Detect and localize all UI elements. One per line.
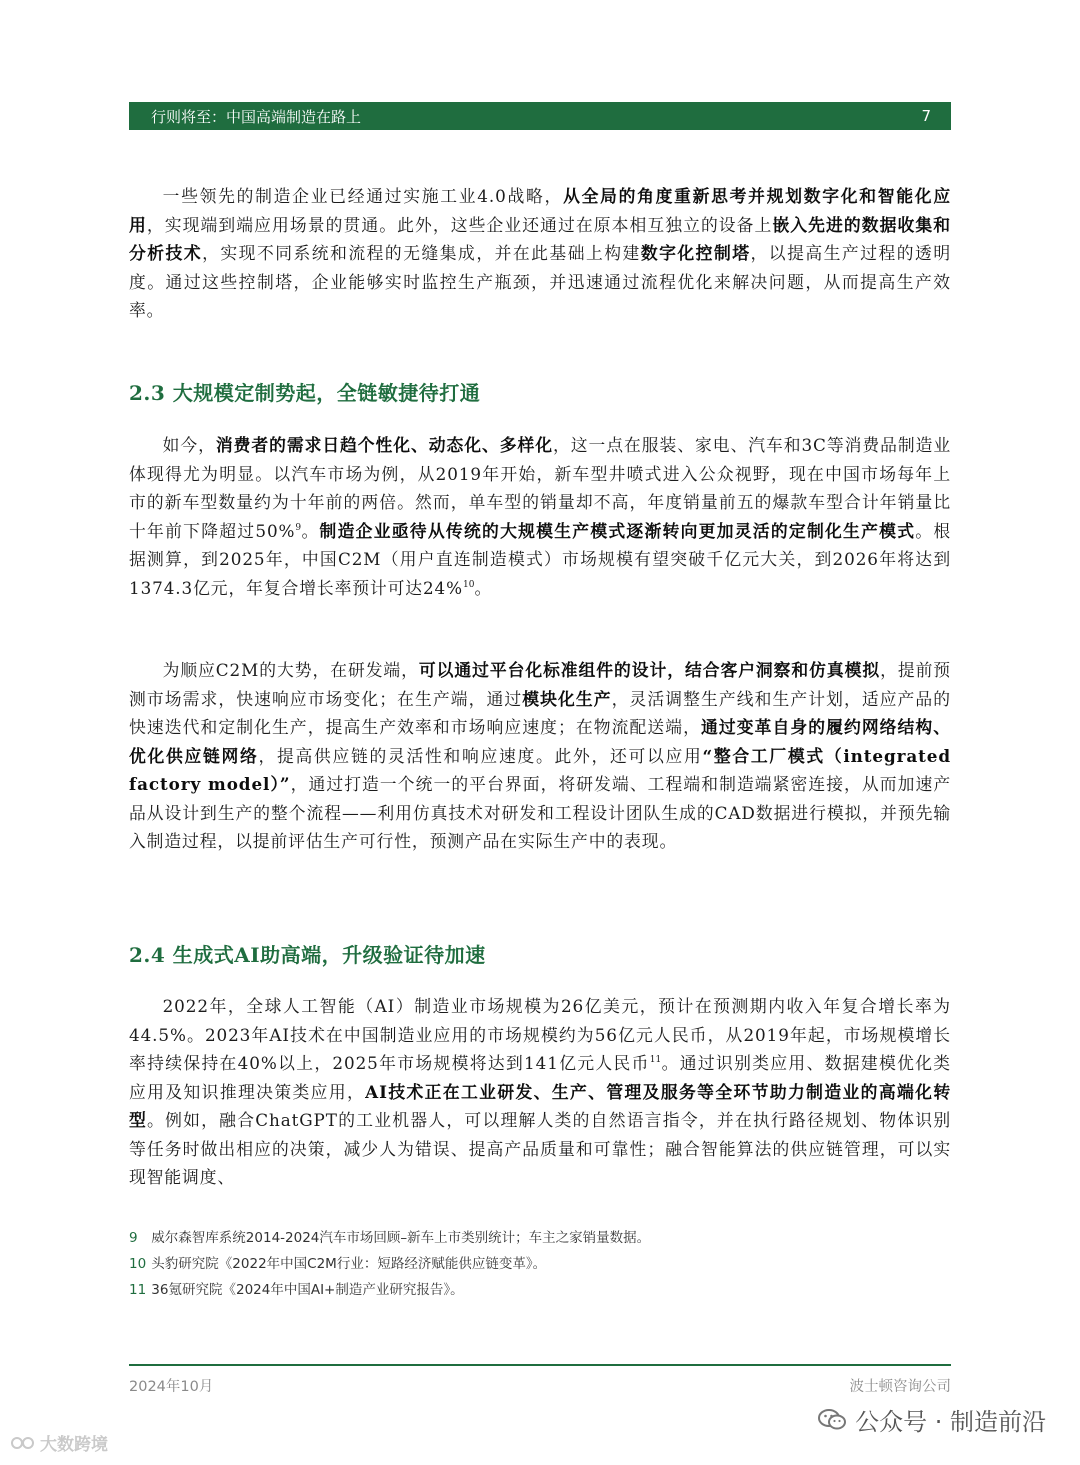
emphasis-text: 制造企业亟待从传统的大规模生产模式逐渐转向更加灵活的定制化生产模式 (319, 520, 916, 541)
emphasis-text: AI技术正在工业研发、生产、管理及服务等全环节助力制造业的高端化转型 (129, 1081, 952, 1130)
text-run: 一些领先的制造企业已经通过实施工业4.0战略， (162, 186, 564, 206)
text-run: 。 (474, 577, 493, 598)
text-run: 。 (301, 520, 320, 541)
text-run: 为顺应C2M的大势，在研发端， (162, 660, 419, 680)
text-run: ，提前预测市场需求，快速响应市场变化；在生产端，通过 (129, 660, 951, 709)
footnote-ref: 10 (462, 579, 475, 590)
paragraph-1-block (129, 182, 951, 325)
footnote-ref: 9 (295, 522, 302, 533)
paragraph-4-block (129, 992, 951, 1192)
footnote-text: 威尔森智库系统2014-2024汽车市场回顾–新车上市类别统计；车主之家销量数据。 (151, 1230, 651, 1246)
paragraph-3-block (129, 656, 951, 856)
footnote-number: 9 (129, 1230, 138, 1246)
paragraph (129, 656, 951, 856)
paragraph-2-block (129, 431, 951, 602)
watermark-left (10, 1430, 108, 1455)
text-run: ，实现端到端应用场景的贯通。此外，这些企业还通过在原本相互独立的设备上 (146, 214, 773, 235)
text-run: ，通过打造一个统一的平台界面，将研发端、工程端和制造端紧密连接，从而加速产品从设计到生产的整个流程——利用仿真技术对研发和工程设计团队生成的CAD数据进行模拟，并预先输入制造过程，以提前评估生产可行性，预测产品在实际生产中的表现。 (129, 774, 951, 851)
paragraph (129, 182, 951, 325)
emphasis-text: 可以通过平台化标准组件的设计，结合客户洞察和仿真模拟 (418, 660, 881, 680)
footnote-text: 36氪研究院《2024年中国AI+制造产业研究报告》。 (151, 1282, 464, 1298)
footnote-number: 10 (129, 1256, 147, 1272)
footnote (129, 1225, 951, 1251)
emphasis-text: 嵌入先进的数据收集和分析技术 (129, 214, 951, 263)
text-run: 2022年，全球人工智能（AI）制造业市场规模为26亿美元，预计在预测期内收入年复合增长率为44.5%。2023年AI技术在中国制造业应用的市场规模约为56亿元人民币，从2019年起，市场规模增长率持续保持在40%以上，2025年市场规模将达到141亿元人民币 (129, 996, 951, 1073)
text-run: 。例如，融合ChatGPT的工业机器人，可以理解人类的自然语言指令，并在执行路径规划、物体识别等任务时做出相应的决策，减少人为错误、提高产品质量和可靠性；融合智能算法的供应链管理，可以实现智能调度、 (129, 1110, 952, 1187)
text-run: 。根据测算，到2025年，中国C2M（用户直连制造模式）市场规模有望突破千亿元大关，到2026年将达到1374.3亿元，年复合增长率预计可达24% (129, 520, 951, 598)
footer-divider (129, 1364, 951, 1366)
text-run: 。通过识别类应用、数据建模优化类应用及知识推理决策类应用， (129, 1053, 951, 1102)
wechat-icon (817, 1407, 847, 1433)
footnote-text: 头豹研究院《2022年中国C2M行业：短路经济赋能供应链变革》。 (151, 1256, 547, 1272)
section-heading: 2.4 生成式AI助高端，升级验证待加速 (129, 943, 486, 967)
text-run: ，以提高生产过程的透明度。通过这些控制塔，企业能够实时监控生产瓶颈，并迅速通过流程优化来解决问题，从而提高生产效率。 (129, 243, 952, 320)
footer-organization: 波士顿咨询公司 (849, 1379, 951, 1395)
section-heading: 2.3 大规模定制势起，全链敏捷待打通 (129, 381, 481, 405)
paragraph (129, 431, 951, 602)
emphasis-text: 数字化控制塔 (640, 243, 751, 263)
text-run: 如今， (162, 435, 216, 455)
watermark-logo-icon (10, 1435, 36, 1451)
emphasis-text: 从全局的角度重新思考并规划数字化和智能化应用 (129, 186, 951, 235)
section-2-4-block (129, 939, 951, 968)
emphasis-text: 消费者的需求日趋个性化、动态化、多样化 (215, 435, 554, 455)
watermark-left-text: 大数跨境 (40, 1435, 108, 1455)
emphasis-text: 模块化生产 (522, 688, 612, 709)
footnote (129, 1251, 951, 1277)
emphasis-text: 通过变革自身的履约网络结构、优化供应链网络 (129, 717, 951, 766)
footnotes (129, 1225, 951, 1303)
text-run: ，提高供应链的灵活性和响应速度。此外，还可以应用 (258, 745, 703, 766)
header-title: 行则将至：中国高端制造在路上 (151, 107, 362, 126)
footnote (129, 1277, 951, 1303)
page-number: 7 (921, 107, 931, 125)
watermark-right-text: 公众号 · 制造前沿 (855, 1408, 1046, 1436)
footer-date: 2024年10月 (129, 1379, 214, 1395)
emphasis-text: “整合工厂模式（integrated factory model）” (129, 745, 951, 794)
watermark-right (817, 1402, 1046, 1437)
text-run: ，这一点在服装、家电、汽车和3C等消费品制造业体现得尤为明显。以汽车市场为例，从2019年开始，新车型井喷式进入公众视野，现在中国市场每年上市的新车型数量约为十年前的两倍。然而，单车型的销量却不高，年度销量前五的爆款车型合计年销量比十年前下降超过50% (129, 435, 952, 541)
page-header (129, 102, 951, 130)
text-run: ，灵活调整生产线和生产计划，适应产品的快速迭代和定制化生产，提高生产效率和市场响应速度；在物流配送端， (129, 688, 951, 737)
paragraph (129, 992, 951, 1192)
footnote-ref: 11 (649, 1055, 662, 1065)
section-2-3-block (129, 377, 951, 406)
text-run: ，实现不同系统和流程的无缝集成，并在此基础上构建 (202, 243, 641, 263)
footnote-number: 11 (129, 1282, 147, 1298)
